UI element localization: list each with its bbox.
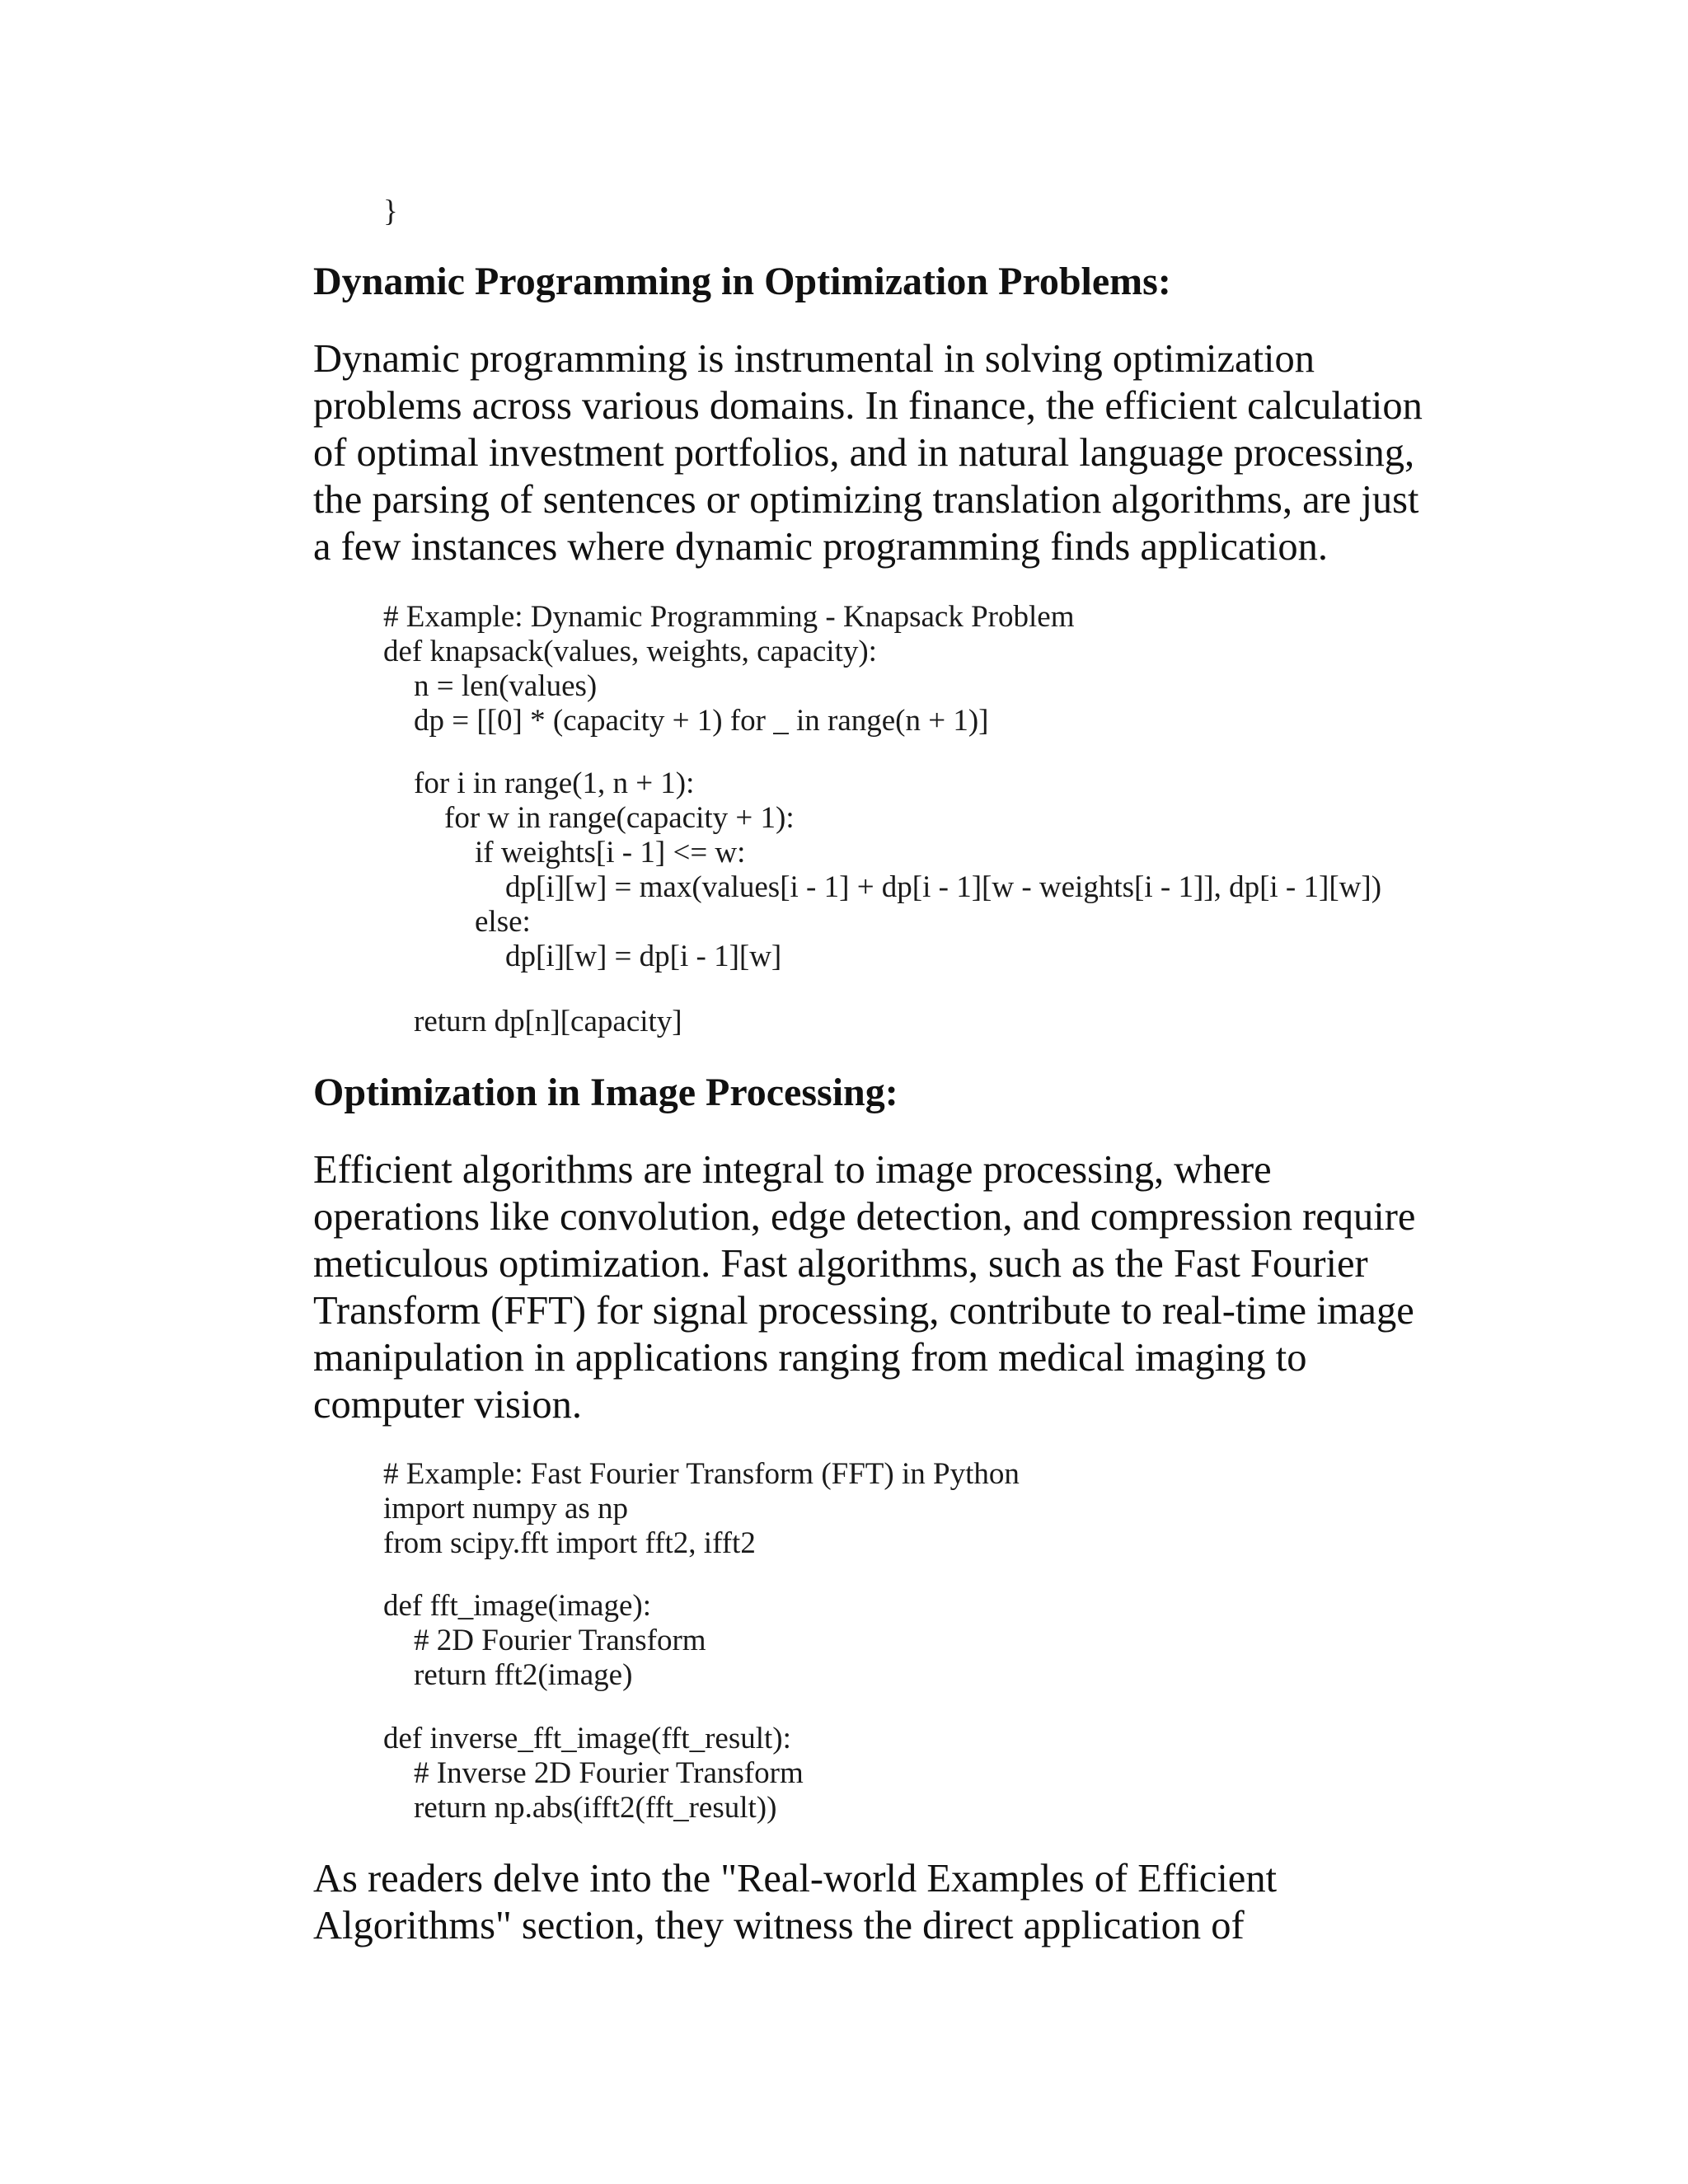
code-line: # 2D Fourier Transform: [414, 1624, 706, 1657]
paragraph-line: operations like convolution, edge detection, and compression require: [313, 1195, 1416, 1239]
code-line: def fft_image(image):: [383, 1589, 651, 1623]
paragraph-line: computer vision.: [313, 1383, 582, 1427]
code-line: if weights[i - 1] <= w:: [475, 836, 746, 869]
code-line: # Example: Dynamic Programming - Knapsack Problem: [383, 600, 1075, 634]
paragraph-line: manipulation in applications ranging from medical imaging to: [313, 1336, 1307, 1380]
paragraph-line: As readers delve into the "Real-world Examples of Efficient: [313, 1857, 1278, 1900]
code-line: return dp[n][capacity]: [414, 1005, 682, 1038]
code-line: n = len(values): [414, 669, 598, 703]
code-line: dp[i][w] = max(values[i - 1] + dp[i - 1][w - weights[i - 1]], dp[i - 1][w]): [505, 870, 1382, 904]
code-line: else:: [475, 905, 531, 939]
code-line: # Example: Fast Fourier Transform (FFT) in Python: [383, 1457, 1020, 1491]
paragraph-line: Dynamic programming is instrumental in solving optimization: [313, 337, 1315, 381]
code-line: # Inverse 2D Fourier Transform: [414, 1756, 804, 1790]
code-line: return np.abs(ifft2(fft_result)): [414, 1791, 777, 1825]
paragraph-line: of optimal investment portfolios, and in natural language processing,: [313, 431, 1415, 475]
code-line: return fft2(image): [414, 1658, 633, 1692]
paragraph-line: Algorithms" section, they witness the direct application of: [313, 1904, 1245, 1947]
code-line: dp = [[0] * (capacity + 1) for _ in range(n + 1)]: [414, 704, 989, 738]
code-closing-brace: }: [383, 194, 398, 228]
paragraph-line: Efficient algorithms are integral to image processing, where: [313, 1148, 1272, 1192]
code-line: for i in range(1, n + 1):: [414, 766, 695, 800]
section-heading-dynamic-programming: Dynamic Programming in Optimization Problems:: [313, 260, 1171, 303]
paragraph-line: the parsing of sentences or optimizing translation algorithms, are just: [313, 478, 1419, 522]
paragraph-line: a few instances where dynamic programming finds application.: [313, 525, 1328, 569]
code-line: for w in range(capacity + 1):: [444, 801, 795, 835]
code-line: def inverse_fft_image(fft_result):: [383, 1722, 791, 1755]
section-heading-image-processing: Optimization in Image Processing:: [313, 1071, 898, 1114]
code-line: def knapsack(values, weights, capacity):: [383, 635, 877, 668]
paragraph-line: Transform (FFT) for signal processing, contribute to real-time image: [313, 1289, 1414, 1333]
paragraph-line: problems across various domains. In finance, the efficient calculation: [313, 384, 1423, 428]
paragraph-line: meticulous optimization. Fast algorithms, such as the Fast Fourier: [313, 1242, 1368, 1286]
code-line: import numpy as np: [383, 1492, 629, 1526]
code-line: dp[i][w] = dp[i - 1][w]: [505, 940, 782, 973]
code-line: from scipy.fft import fft2, ifft2: [383, 1526, 756, 1560]
